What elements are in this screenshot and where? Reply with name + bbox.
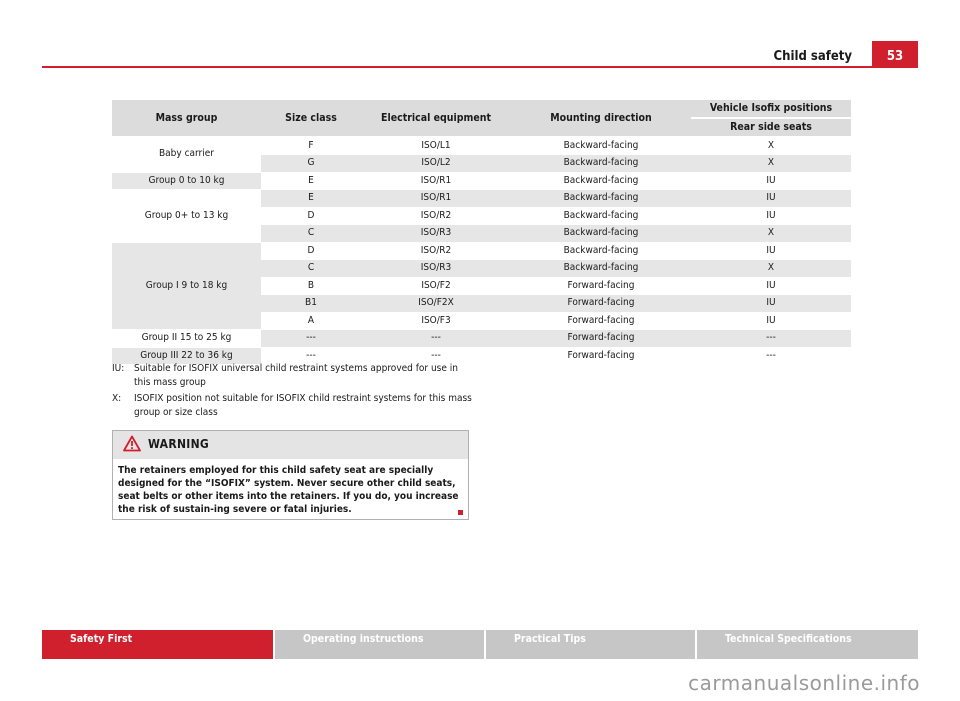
isofix-position-cell: X (691, 225, 851, 243)
nav-tab-technical-specifications[interactable]: Technical Specifications (695, 630, 918, 659)
size-class-cell: G (261, 155, 361, 173)
size-class-cell: E (261, 172, 361, 190)
isofix-position-cell: X (691, 260, 851, 278)
isofix-position-cell: IU (691, 277, 851, 295)
mounting-direction-cell: Backward-facing (511, 155, 691, 173)
size-class-cell: D (261, 207, 361, 225)
mounting-direction-cell: Backward-facing (511, 225, 691, 243)
legend-item (112, 362, 472, 390)
watermark: carmanualsonline.info (688, 671, 920, 695)
electrical-equipment-cell: ISO/R1 (361, 172, 511, 190)
header-rule (42, 66, 918, 68)
mounting-direction-cell: Backward-facing (511, 190, 691, 208)
nav-tab-safety-first[interactable]: Safety First (42, 630, 273, 659)
mass-group-cell: Group II 15 to 25 kg (112, 330, 261, 348)
electrical-equipment-cell: --- (361, 330, 511, 348)
table-row (112, 330, 851, 348)
size-class-cell: F (261, 137, 361, 155)
mass-group-cell: Group 0+ to 13 kg (112, 190, 261, 243)
header-size-class: Size class (261, 100, 361, 137)
size-class-cell: E (261, 190, 361, 208)
page-number: 53 (872, 41, 918, 68)
header-mass-group: Mass group (112, 100, 261, 137)
mounting-direction-cell: Forward-facing (511, 330, 691, 348)
mounting-direction-cell: Forward-facing (511, 277, 691, 295)
electrical-equipment-cell: ISO/R2 (361, 242, 511, 260)
legend-text: Suitable for ISOFIX universal child restraint systems approved for use in this mass group (134, 363, 458, 388)
table-row (112, 242, 851, 260)
mass-group-cell: Group I 9 to 18 kg (112, 242, 261, 330)
legend-item (112, 392, 472, 420)
isofix-position-cell: X (691, 155, 851, 173)
mounting-direction-cell: Backward-facing (511, 207, 691, 225)
electrical-equipment-cell: ISO/R2 (361, 207, 511, 225)
size-class-cell: D (261, 242, 361, 260)
mounting-direction-cell: Backward-facing (511, 242, 691, 260)
isofix-position-cell: IU (691, 295, 851, 313)
size-class-cell: B (261, 277, 361, 295)
size-class-cell: B1 (261, 295, 361, 313)
isofix-position-cell: --- (691, 330, 851, 348)
warning-text: The retainers employed for this child safety seat are specially designed for the “ISOFIX” system. Never secure other child seats, seat belts or other items into the retainers. If you do, you increase the risk of sustain-ing severe or fatal injuries. (118, 465, 459, 515)
size-class-cell: C (261, 225, 361, 243)
mounting-direction-cell: Backward-facing (511, 260, 691, 278)
table-row (112, 172, 851, 190)
warning-box (112, 430, 469, 520)
nav-tab-practical-tips[interactable]: Practical Tips (484, 630, 695, 659)
warning-title: WARNING (148, 437, 210, 451)
header-mounting-direction: Mounting direction (511, 100, 691, 137)
mass-group-cell: Group 0 to 10 kg (112, 172, 261, 190)
page-title: Child safety (773, 49, 852, 64)
electrical-equipment-cell: ISO/L2 (361, 155, 511, 173)
warning-triangle-icon (123, 435, 141, 456)
mass-group-cell: Baby carrier (112, 137, 261, 173)
mass-group-cell: Group III 22 to 36 kg (112, 347, 261, 365)
electrical-equipment-cell: ISO/L1 (361, 137, 511, 155)
electrical-equipment-cell: ISO/F2 (361, 277, 511, 295)
legend (112, 362, 472, 422)
section-end-marker (458, 510, 463, 515)
isofix-position-cell: IU (691, 207, 851, 225)
size-class-cell: A (261, 312, 361, 330)
header-vehicle-isofix-positions: Vehicle Isofix positions (691, 100, 851, 118)
legend-text: ISOFIX position not suitable for ISOFIX child restraint systems for this mass group or size class (134, 393, 472, 418)
mounting-direction-cell: Forward-facing (511, 295, 691, 313)
isofix-table (112, 100, 851, 365)
isofix-position-cell: X (691, 137, 851, 155)
mounting-direction-cell: Forward-facing (511, 312, 691, 330)
electrical-equipment-cell: ISO/R1 (361, 190, 511, 208)
size-class-cell: --- (261, 330, 361, 348)
footer-nav (42, 630, 918, 659)
mounting-direction-cell: Forward-facing (511, 347, 691, 365)
electrical-equipment-cell: ISO/R3 (361, 225, 511, 243)
legend-key: X: (112, 393, 122, 404)
header-electrical-equipment: Electrical equipment (361, 100, 511, 137)
isofix-position-cell: IU (691, 190, 851, 208)
warning-header (113, 431, 468, 459)
electrical-equipment-cell: ISO/F3 (361, 312, 511, 330)
isofix-position-cell: IU (691, 172, 851, 190)
table-row (112, 137, 851, 155)
isofix-position-cell: IU (691, 242, 851, 260)
isofix-position-cell: --- (691, 347, 851, 365)
electrical-equipment-cell: ISO/F2X (361, 295, 511, 313)
electrical-equipment-cell: --- (361, 347, 511, 365)
isofix-position-cell: IU (691, 312, 851, 330)
size-class-cell: C (261, 260, 361, 278)
mounting-direction-cell: Backward-facing (511, 137, 691, 155)
table-row (112, 190, 851, 208)
legend-key: IU: (112, 363, 125, 374)
nav-tab-operating-instructions[interactable]: Operating instructions (273, 630, 484, 659)
mounting-direction-cell: Backward-facing (511, 172, 691, 190)
electrical-equipment-cell: ISO/R3 (361, 260, 511, 278)
header-rear-side-seats: Rear side seats (691, 118, 851, 137)
table-body (112, 137, 851, 365)
size-class-cell: --- (261, 347, 361, 365)
